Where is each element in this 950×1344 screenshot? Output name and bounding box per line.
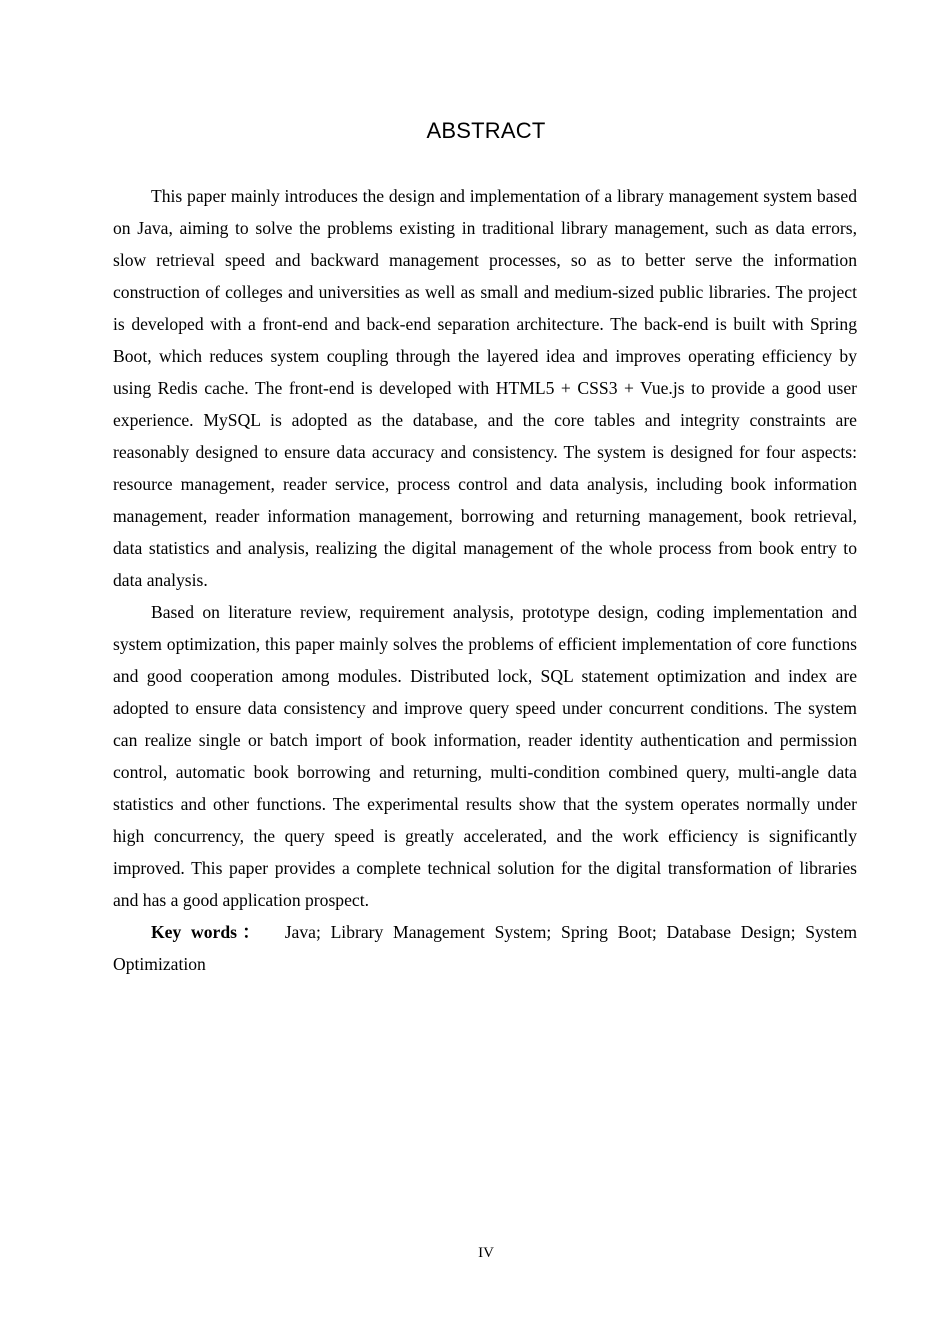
page-number: IV xyxy=(478,1245,494,1261)
keywords-label: Key words： xyxy=(151,922,266,942)
keywords-spacer xyxy=(265,922,284,942)
abstract-paragraph-2: Based on literature review, requirement analysis, prototype design, coding implementation and system optimization, this paper mainly solves the problems of efficient implementation of core functions and good cooperation among modules. Distributed lock, SQL statement optimization and index are adopted to ensure data consistency and improve query speed under concurrent conditions. The system can realize single or batch import of book information, reader identity authentication and permission control, automatic book borrowing and returning, multi-condition combined query, multi-angle data statistics and other functions. The experimental results show that the system operates normally under high concurrency, the query speed is greatly accelerated, and the work efficiency is significantly improved. This paper provides a complete technical solution for the digital transformation of libraries and has a good application prospect. xyxy=(113,602,857,910)
abstract-paragraph-1: This paper mainly introduces the design and implementation of a library management system based on Java, aiming to solve the problems existing in traditional library management, such as data errors, slow retrieval speed and backward management processes, so as to better serve the information construction of colleges and universities as well as small and medium-sized public libraries. The project is developed with a front-end and back-end separation architecture. The back-end is built with Spring Boot, which reduces system coupling through the layered idea and improves operating efficiency by using Redis cache. The front-end is developed with HTML5 + CSS3 + Vue.js to provide a good user experience. MySQL is adopted as the database, and the core tables and integrity constraints are reasonably designed to ensure data accuracy and consistency. The system is designed for four aspects: resource management, reader service, process control and data analysis, including book information management, reader information management, borrowing and returning management, book retrieval, data statistics and analysis, realizing the digital management of the whole process from book entry to data analysis. xyxy=(113,186,857,590)
keywords-line xyxy=(113,916,857,980)
keywords-text: Java; Library Management System; Spring Boot; Database Design; System Optimization xyxy=(113,922,857,974)
abstract-body xyxy=(113,180,857,980)
abstract-title: ABSTRACT xyxy=(426,118,546,143)
